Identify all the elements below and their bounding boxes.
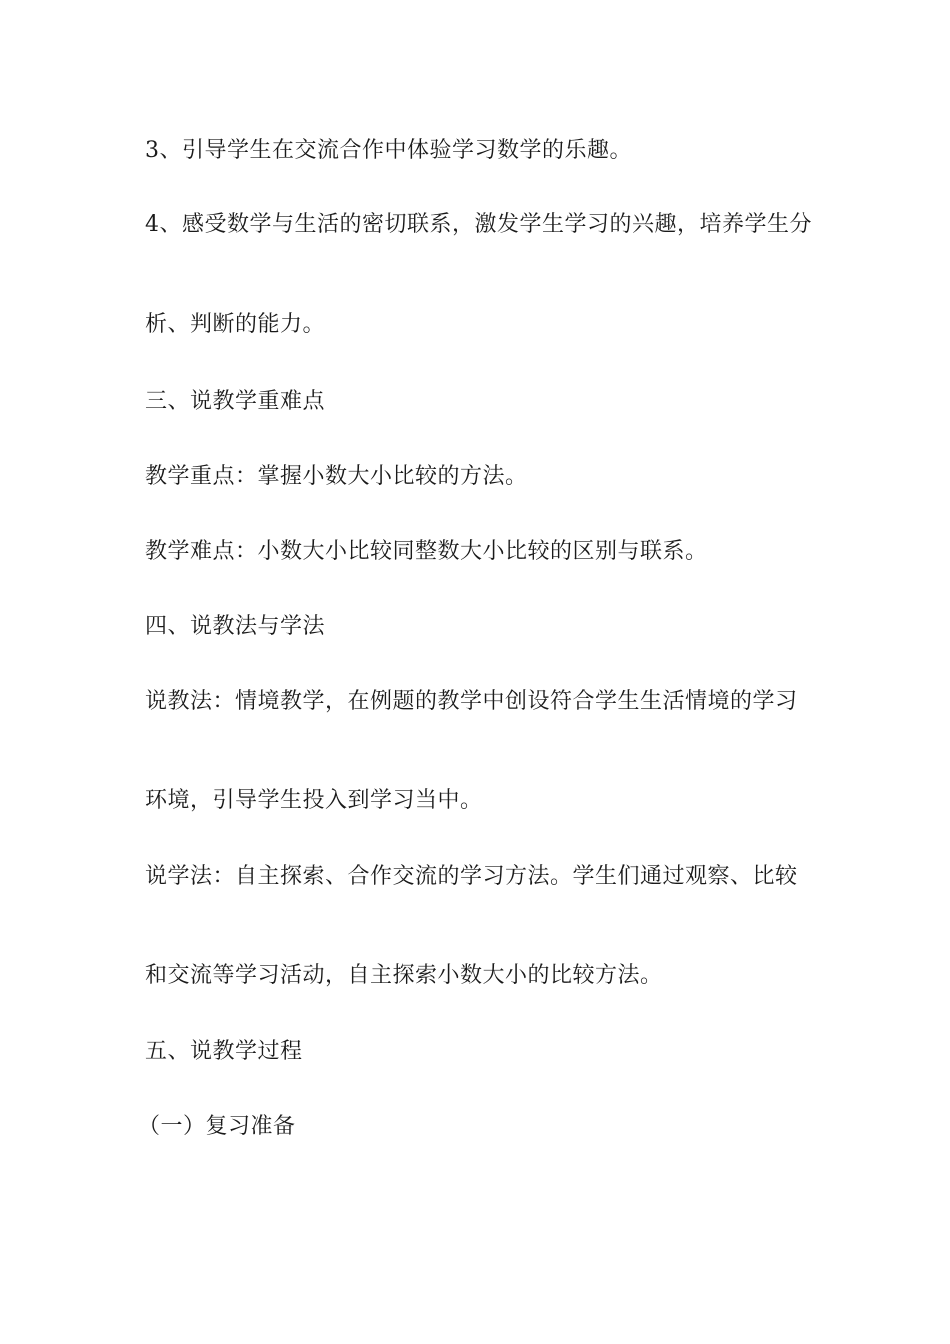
goal-item-4-line-1: 4、感受数学与生活的密切联系，激发学生学习的兴趣，培养学生分	[145, 212, 812, 237]
learning-method-line-2: 和交流等学习活动，自主探索小数大小的比较方法。	[145, 963, 663, 988]
teaching-key-point: 教学重点：掌握小数大小比较的方法。	[145, 464, 528, 489]
section-heading-3: 三、说教学重难点	[145, 389, 326, 414]
teaching-difficulty: 教学难点：小数大小比较同整数大小比较的区别与联系。	[145, 539, 708, 564]
section-heading-5: 五、说教学过程	[145, 1039, 303, 1064]
learning-method-line-1: 说学法：自主探索、合作交流的学习方法。学生们通过观察、比较	[145, 864, 798, 889]
teaching-method-line-1: 说教法：情境教学，在例题的教学中创设符合学生生活情境的学习	[145, 689, 798, 714]
teaching-method-line-2: 环境，引导学生投入到学习当中。	[145, 788, 483, 813]
section-heading-4: 四、说教法与学法	[145, 614, 326, 639]
subsection-heading-1: （一）复习准备	[138, 1114, 296, 1139]
goal-item-3: 3、引导学生在交流合作中体验学习数学的乐趣。	[145, 138, 632, 163]
goal-item-4-line-2: 析、判断的能力。	[145, 312, 326, 337]
